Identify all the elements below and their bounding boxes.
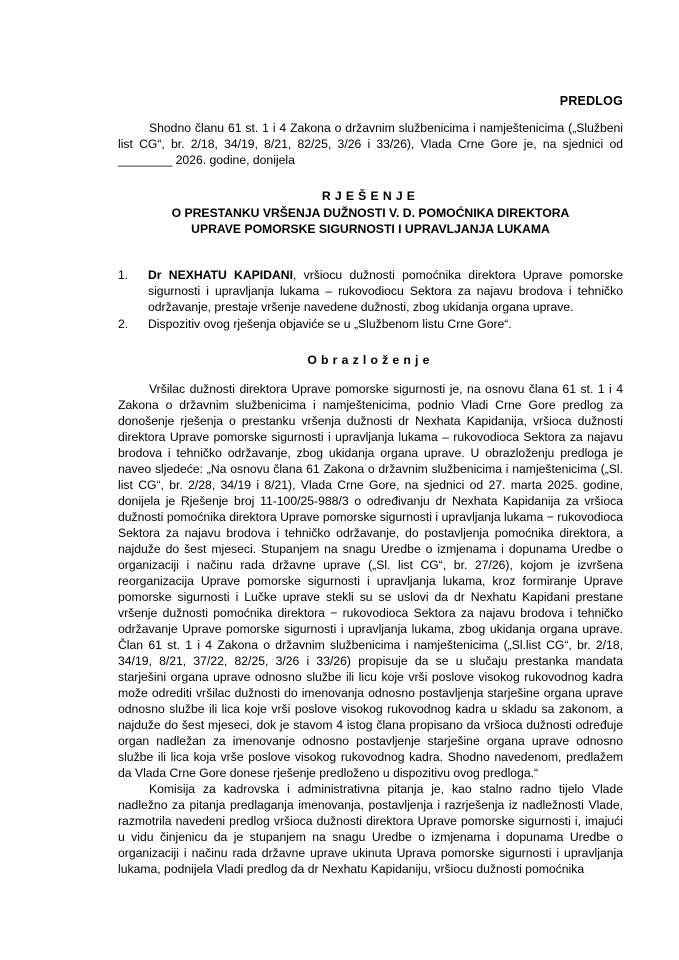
dispositive-item-text: Dispozitiv ovog rješenja objaviće se u „Službenom listu Crne Gore“. [148,316,512,331]
dispositive-item-text: , vršiocu dužnosti pomoćnika direktora Uprave pomorske sigurnosti i upravljanja lukama – rukovodiocu Sektora za najavu brodova i tehničko održavanje, prestaje vršenje navedene dužnosti, zbog ukidanja organa uprave. [148,268,624,315]
intro-text: Shodno članu 61 st. 1 i 4 Zakona o državnim službenicima i namještenicima („Službeni list CG“, br. 2/18, 34/19, 8/21, 82/25, 3/26 i 33/26), Vlada Crne Gore je, na sjednici od ________ 2026. godine, donijela [118,121,623,167]
decision-title [118,188,623,238]
dispositive-item-number: 2. [118,316,129,331]
decision-title-line-2: O PRESTANKU VRŠENJA DUŽNOSTI V. D. POMOĆNIKA DIREKTORA [171,205,570,220]
intro-paragraph [118,120,623,168]
dispositive-list [118,267,623,332]
decision-title-line-3: UPRAVE POMORSKE SIGURNOSTI I UPRAVLJANJA LUKAMA [191,222,550,236]
dispositive-item-number: 1. [118,268,129,282]
reasoning-paragraph: Vršilac dužnosti direktora Uprave pomorske sigurnosti je, na osnovu člana 61 st. 1 i 4 Zakona o državnim službenicima i namještenicima, podnio Vladi Crne Gore predlog za donošenje rješenja o prestanku vršenja dužnosti dr Nexhata Kapidanija, vršioca dužnosti direktora Uprave pomorske sigurnosti i upravljanja lukama – rukovodioca Sektora za najavu brodova i tehničko održavanje, zbog ukidanja organa uprave. U obrazloženju predloga je naveo sljedeće: „Na osnovu člana 61 Zakona o državnim službenicima i namještenicima („Sl. list CG“, br. 2/28, 34/19 i 8/21), Vlada Crne Gore, na sjednici od 27. marta 2025. godine, donijela je Rješenje broj 11-100/25-988/3 o određivanju dr Nexhata Kapidanija za vršioca dužnosti pomoćnika direktora Uprave pomorske sigurnosti i upravljanja lukama − rukovodioca Sektora za najavu brodova i tehničko održavanje, do postavljenja pomoćnika direktora, a najduže do šest mjeseci. Stupanjem na snagu Uredbe o izmjenama i dopunama Uredbe o organizaciji i načinu rada državne uprave („Sl. list CG“, br. 27/26), kojom je izvršena reorganizacija Uprave pomorske sigurnosti i upravljanja lukama, kroz formiranje Uprave pomorske sigurnosti i Lučke uprave stekli su se uslovi da dr Nexhatu Kapidani prestane vršenje dužnosti pomoćnika direktora − rukovodioca Sektora za najavu brodova i tehničko održavanje Uprave pomorske sigurnosti i upravljanja lukama, zbog ukidanja organa uprave. Član 61 st. 1 i 4 Zakona o državnim službenicima i namještenicima („Sl.list CG“, br. 2/18, 34/19, 8/21, 37/22, 82/25, 3/26 i 33/26) propisuje da se u slučaju prestanka mandata starješini organa uprave odnosno službe ili licu koje vrši poslove visokog rukovodnog kadra može odrediti vršilac dužnosti do imenovanja odnosno postavljenja starješine organa uprave odnosno službe ili lica koje vrši poslove visokog rukovodnog kadra u skladu sa zakonom, a najduže do šest mjeseci, dok je stavom 4 istog člana propisano da vršioca dužnosti određuje organ nadležan za imenovanje odnosno postavljenje starješine organa uprave odnosno službe ili lica koja vrše poslove visokog rukovodnog kadra. Shodno navedenom, predlažem da Vlada Crne Gore donese rješenje predloženo u dispozitivu ovog predloga.“ [118,382,623,780]
decision-title-line-1: RJEŠENJE [321,189,420,203]
document-label: PREDLOG [559,94,623,108]
dispositive-item [118,316,623,332]
reasoning-body [118,381,623,877]
reasoning-paragraph: Komisija za kadrovska i administrativna pitanja je, kao stalno radno tijelo Vlade nadležno za pitanja predlaganja imenovanja, postavljenja i razrješenja iz nadležnosti Vlade, razmotrila navedeni predlog vršioca dužnosti direktora Uprave pomorske sigurnosti i, imajući u vidu činjenicu da je stupanjem na snagu Uredbe o izmjenama i dopunama Uredbe o organizaciji i načinu rada državne uprave ukinuta Uprava pomorske sigurnosti i upravljanja lukama, podnijela Vladi predlog da dr Nexhatu Kapidaniju, vršiocu dužnosti pomoćnika [118,782,623,876]
person-name: Dr NEXHATU KAPIDANI [148,268,293,282]
reasoning-heading: Obrazloženje [307,353,434,367]
dispositive-item [118,267,623,316]
